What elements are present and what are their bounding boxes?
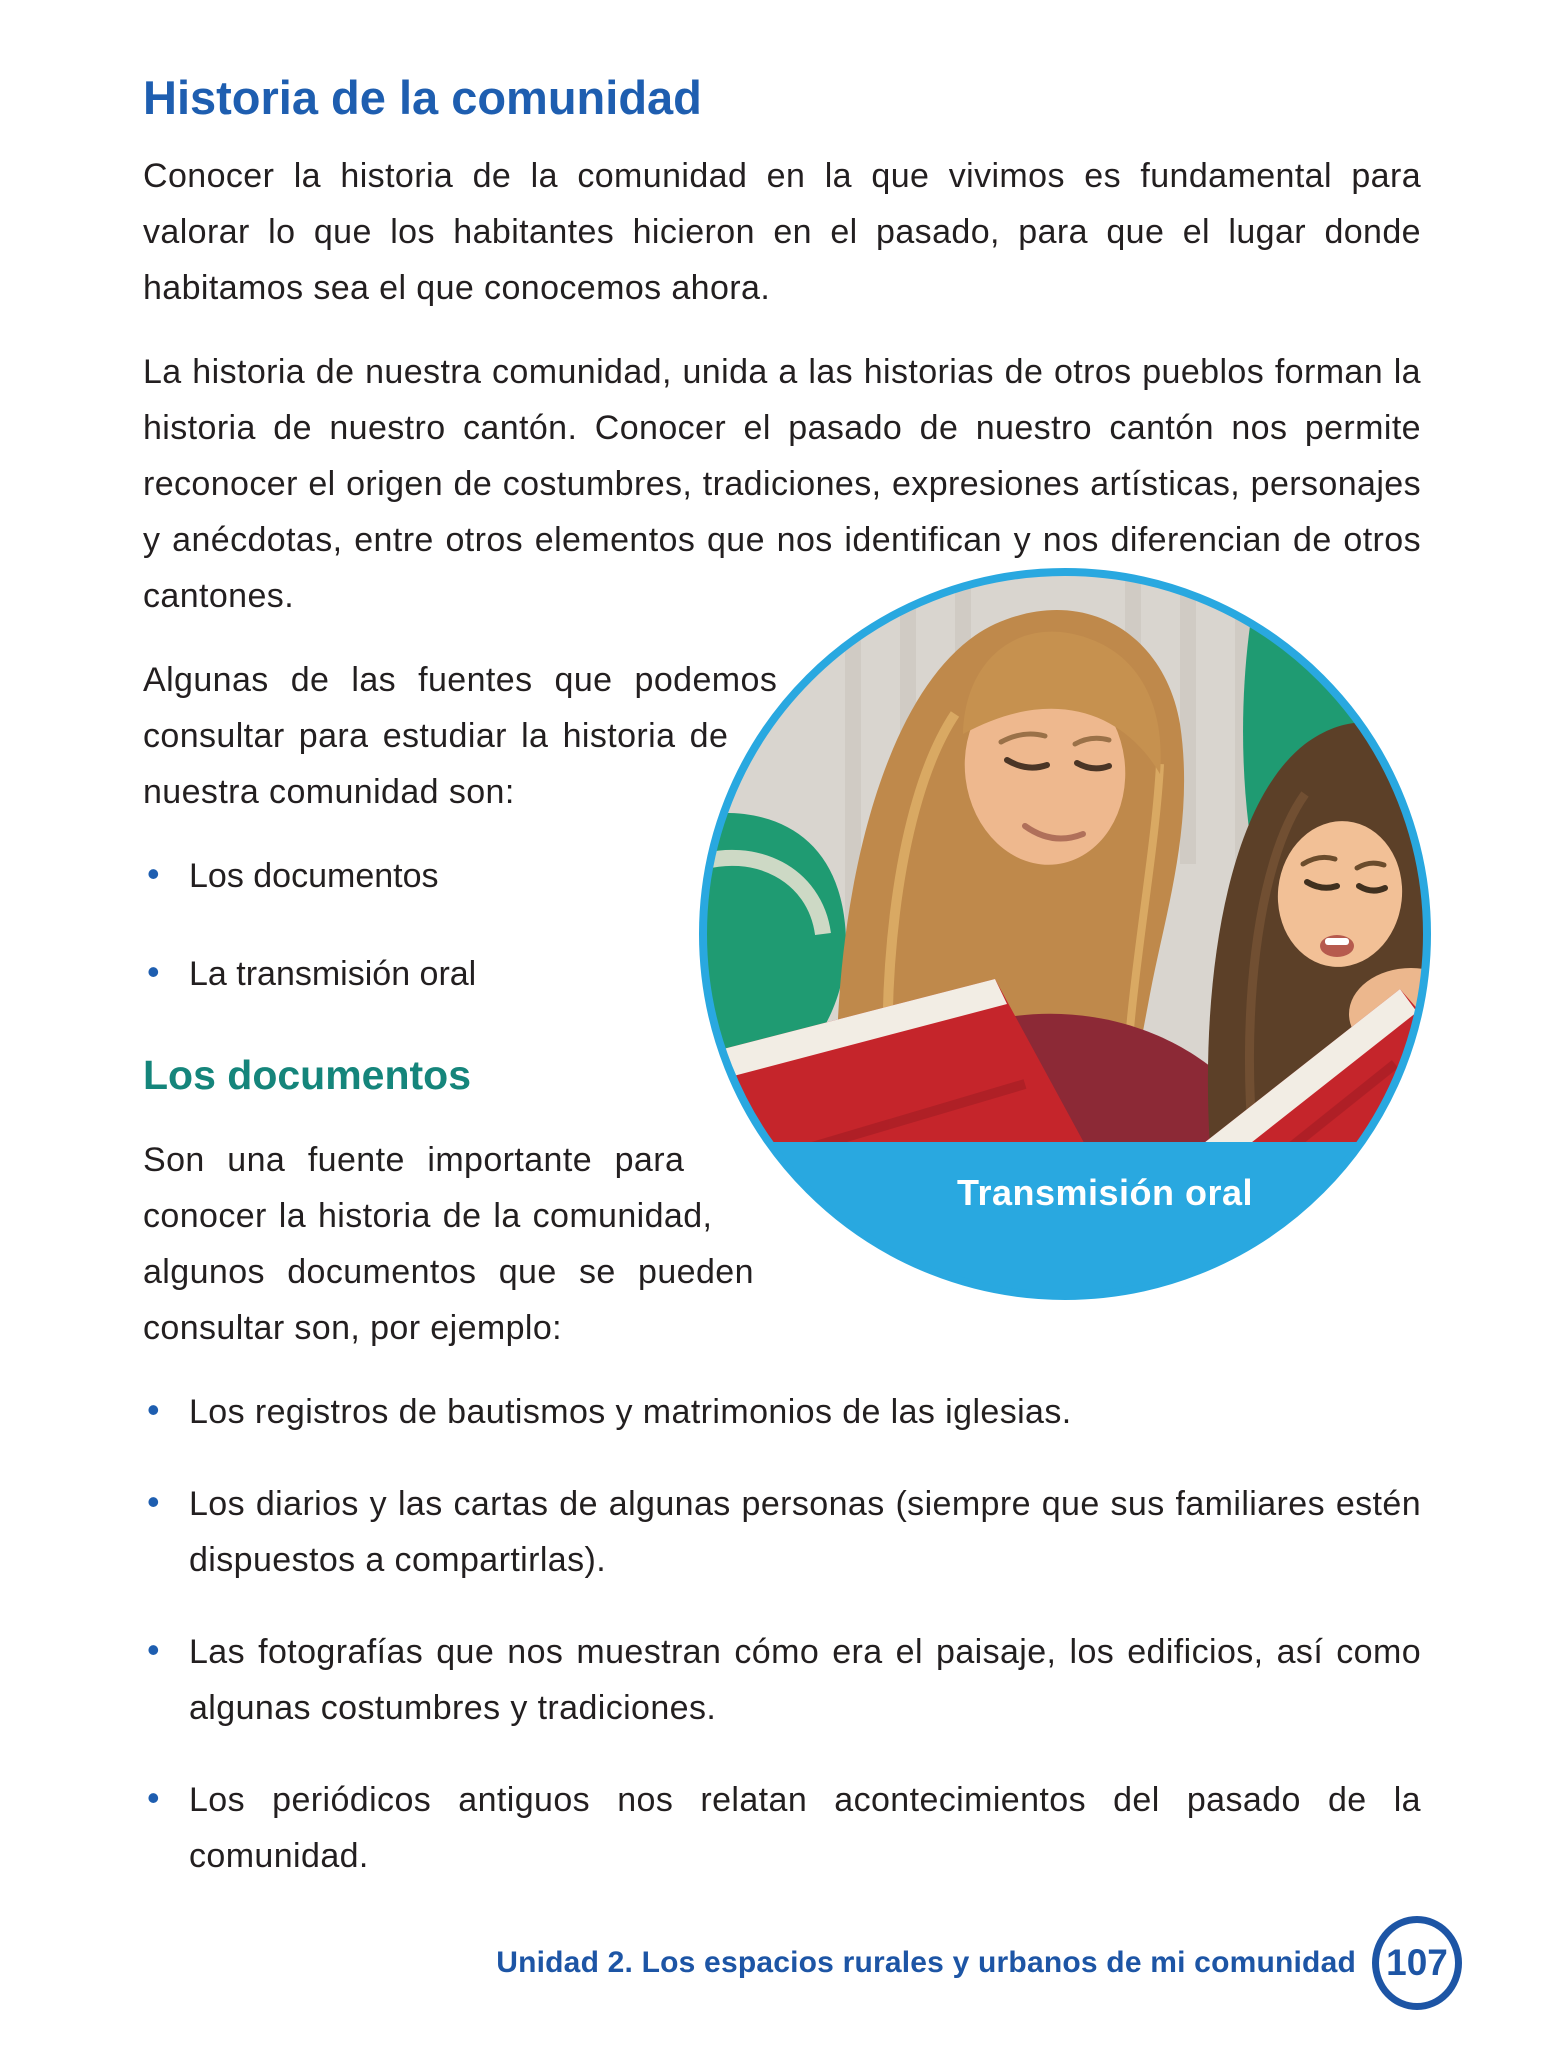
documents-intro-paragraph: Son una fuente importante para conocer la historia de la comunidad, algunos documentos que se pueden consultar son, por ejemplo: [143,1141,754,1347]
bullet-icon: • [147,1629,161,1670]
documents-list [143,1384,1421,1884]
list-item [143,1772,1421,1884]
list-item-label: Las fotografías que nos muestran cómo era el paisaje, los edificios, así como algunas costumbres y tradiciones. [189,1633,1421,1727]
bullet-icon: • [147,1777,161,1818]
bullet-icon: • [147,1389,161,1430]
list-item-label: Los periódicos antiguos nos relatan acontecimientos del pasado de la comunidad. [189,1781,1421,1875]
bullet-icon: • [147,951,160,992]
list-item-label: La transmisión oral [189,955,477,993]
circular-photo [695,564,1435,1304]
list-item [143,946,1421,1002]
bullet-icon: • [147,1481,161,1522]
page-footer [496,1916,1462,2010]
intro-paragraph-1: Conocer la historia de la comunidad en la que vivimos es fundamental para valorar lo que los habitantes hicieron en el pasado, para que el lugar donde habitamos sea el que conocemos ahora. [143,157,1421,307]
sources-intro-paragraph: Algunas de las fuentes que podemos consultar para estudiar la historia de nuestra comunidad son: [143,661,778,811]
bullet-icon: • [147,853,160,894]
photo-caption: Transmisión oral [956,1172,1254,1213]
list-item [143,1624,1421,1736]
list-item [143,1384,1421,1440]
page-number-badge [1372,1916,1462,2010]
intro-paragraph-2: La historia de nuestra comunidad, unida a las historias de otros pueblos forman la historia de nuestro cantón. Conocer el pasado de nuestro cantón nos permite reconocer el origen de costumbres, tradiciones, expresiones artísticas, personajes y anécdotas, entre otros elementos que nos identifican y nos diferencian de otros cantones. [143,353,1421,615]
footer-unit-label: Unidad 2. Los espacios rurales y urbanos de mi comunidad [496,1946,1356,1979]
list-item-label: Los diarios y las cartas de algunas personas (siempre que sus familiares estén dispuestos a compartirlas). [189,1485,1421,1579]
section-title-documents: Los documentos [143,1052,472,1098]
list-item [143,1476,1421,1588]
list-item [143,848,1421,904]
list-item-label: Los documentos [189,857,439,895]
list-item-label: Los registros de bautismos y matrimonios de las iglesias. [189,1393,1072,1431]
page-title: Historia de la comunidad [143,71,702,124]
page-number: 107 [1386,1942,1448,1983]
